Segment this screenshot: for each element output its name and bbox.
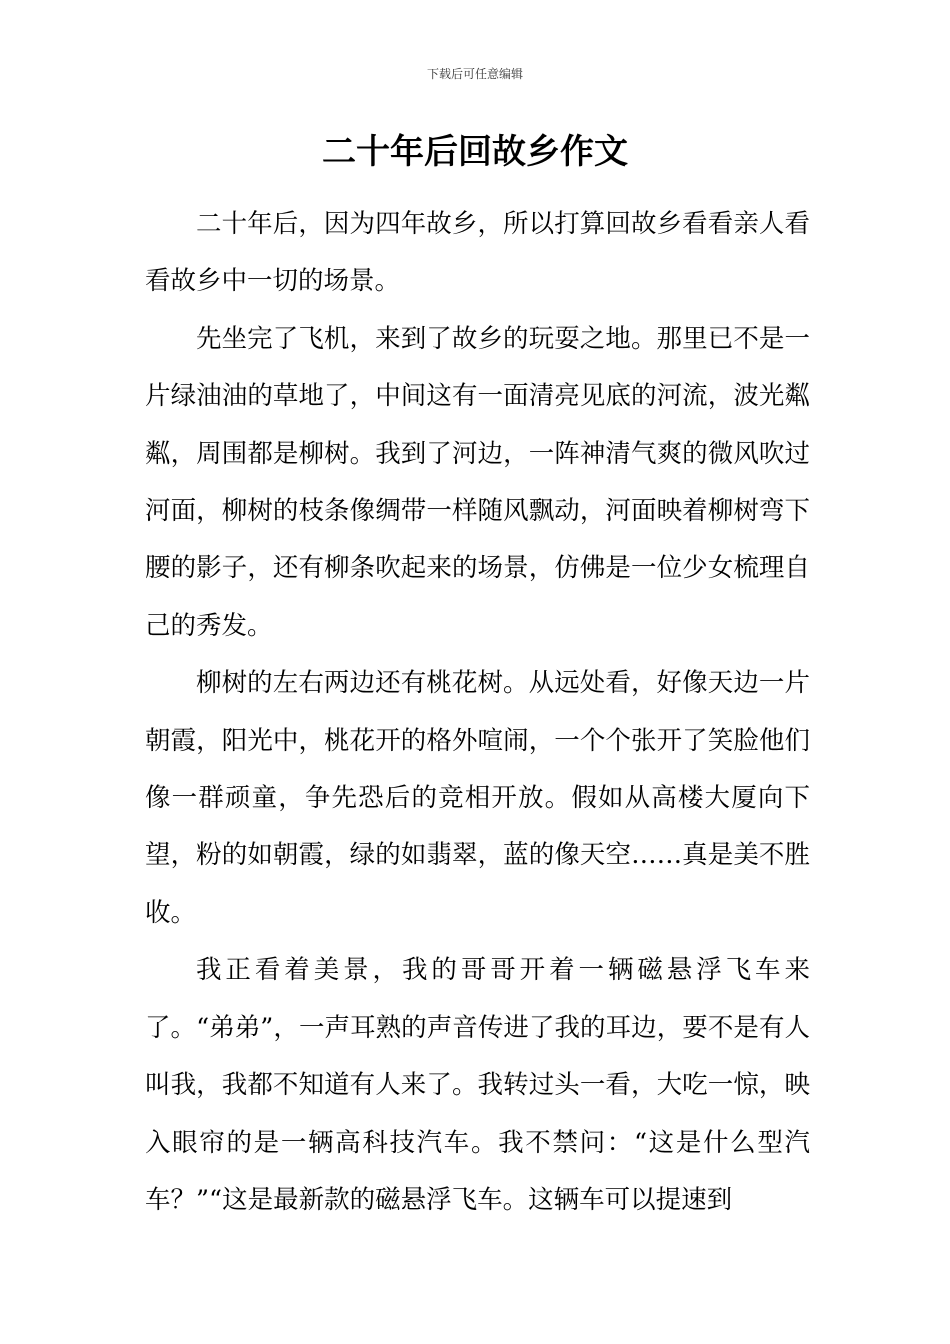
paragraph-4: 我正看着美景，我的哥哥开着一辆磁悬浮飞车来了。“弟弟”，一声耳熟的声音传进了我的耳边，要不是有人叫我，我都不知道有人来了。我转过头一看，大吃一惊，映入眼帘的是一辆高科技汽车。我不禁问：“这是什么型汽车？”“这是最新款的磁悬浮飞车。这辆车可以提速到 [145,955,810,1215]
document-body [145,196,810,1229]
document-title: 二十年后回故乡作文 [322,132,628,172]
paragraph-2: 先坐完了飞机，来到了故乡的玩耍之地。那里已不是一片绿油油的草地了，中间这有一面清亮见底的河流，波光粼粼，周围都是柳树。我到了河边，一阵神清气爽的微风吹过河面，柳树的枝条像绸带一样随风飘动，河面映着柳树弯下腰的影子，还有柳条吹起来的场景，仿佛是一位少女梳理自己的秀发。 [145,323,810,641]
paragraph-3: 柳树的左右两边还有桃花树。从远处看，好像天边一片朝霞，阳光中，桃花开的格外喧闹，一个个张开了笑脸他们像一群顽童，争先恐后的竞相开放。假如从高楼大厦向下望，粉的如朝霞，绿的如翡翠，蓝的像天空……真是美不胜收。 [145,668,810,928]
paragraph-1: 二十年后，因为四年故乡，所以打算回故乡看看亲人看看故乡中一切的场景。 [145,209,810,297]
header-note: 下载后可任意编辑 [426,67,523,81]
